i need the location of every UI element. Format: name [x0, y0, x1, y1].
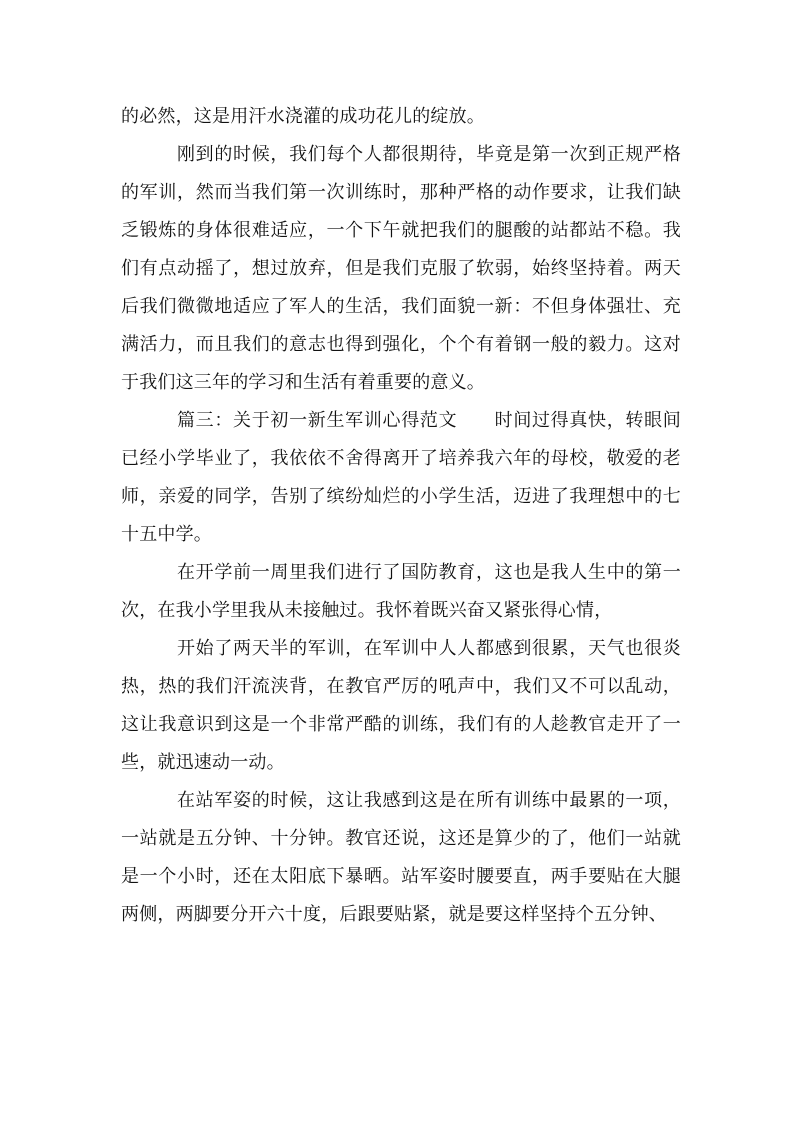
paragraph-standing-posture: 在站军姿的时候，这让我感到这是在所有训练中最累的一项，一站就是五分钟、十分钟。教官还说，这还是算少的了，他们一站就是一个小时，还在太阳底下暴晒。站军姿时腰要直，两手要贴在大腿两侧，两脚要分开六十度，后跟要贴紧，就是要这样坚持个五分钟、 — [121, 790, 681, 925]
document-body — [121, 98, 681, 934]
paragraph-continuation: 的必然，这是用汗水浇灌的成功花儿的绽放。 — [121, 106, 485, 127]
paragraph-article-three-intro: 篇三：关于初一新生军训心得范文 时间过得真快，转眼间已经小学毕业了，我依依不舍得离开了培养我六年的母校，敬爱的老师，亲爱的同学，告别了缤纷灿烂的小学生活，迈进了我理想中的七十五中学。 — [121, 410, 681, 545]
paragraph-training-hardship: 开始了两天半的军训，在军训中人人都感到很累，天气也很炎热，热的我们汗流浃背，在教官严厉的吼声中，我们又不可以乱动，这让我意识到这是一个非常严酷的训练，我们有的人趁教官走开了一些，就迅速动一动。 — [121, 638, 681, 773]
paragraph-military-training-start: 刚到的时候，我们每个人都很期待，毕竟是第一次到正规严格的军训，然而当我们第一次训练时，那种严格的动作要求，让我们缺乏锻炼的身体很难适应，一个下午就把我们的腿酸的站都站不稳。我们有点动摇了，想过放弃，但是我们克服了软弱，始终坚持着。两天后我们微微地适应了军人的生活，我们面貌一新：不但身体强壮、充满活力，而且我们的意志也得到强化，个个有着钢一般的毅力。这对于我们这三年的学习和生活有着重要的意义。 — [121, 144, 681, 393]
paragraph-national-defense-education: 在开学前一周里我们进行了国防教育，这也是我人生中的第一次，在我小学里我从未接触过。我怀着既兴奋又紧张得心情， — [121, 562, 681, 621]
